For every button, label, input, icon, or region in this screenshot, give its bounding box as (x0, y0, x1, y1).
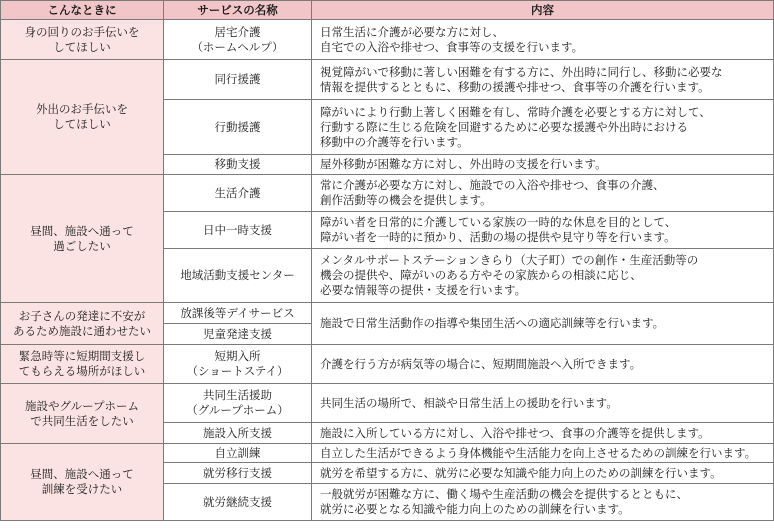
category-personal-care: 身の回りのお手伝いを してほしい (1, 20, 164, 60)
service-name: 行動援護 (164, 100, 312, 155)
service-name: 短期入所 （ショートステイ） (164, 345, 312, 384)
service-name: 就労移行支援 (164, 463, 312, 484)
service-description: 就労を希望する方に、就労に必要な知識や能力向上のための訓練を行います。 (312, 463, 774, 484)
table-row (1, 20, 774, 60)
service-description: 視覚障がいで移動に著しい困難を有する方に、外出時に同行し、移動に必要な 情報を提供するとともに、移動の援護や排せつ、食事等の介護を行います。 (312, 60, 774, 100)
service-description: 自立した生活ができるよう身体機能や生活能力を向上させるための訓練を行います。 (312, 444, 774, 463)
category-short-stay: 緊急時等に短期間支援し てもらえる場所がほしい (1, 345, 164, 384)
service-name: 居宅介護 （ホームヘルプ） (164, 20, 312, 60)
service-description: 障がい者を日常的に介護している家族の一時的な休息を目的として、 障がい者を一時的に預かり、活動の場の提供や見守り等を行います。 (312, 212, 774, 249)
service-description: 障がいにより行動上著しく困難を有し、常時介護を必要とする方に対して、 行動する際に生じる危険を回避するために必要な援護や外出時における 移動中の介護等を行います。 (312, 100, 774, 155)
service-description: 施設で日常生活動作の指導や集団生活への適応訓練等を行います。 (312, 303, 774, 345)
service-description: 常に介護が必要な方に対し、施設での入浴や排せつ、食事の介護、 創作活動等の機会を提供します。 (312, 175, 774, 212)
service-description: 施設に入所している方に対し、入浴や排せつ、食事の介護等を提供します。 (312, 423, 774, 444)
service-description: 介護を行う方が病気等の場合に、短期間施設へ入所できます。 (312, 345, 774, 384)
service-name: 共同生活援助 （グループホーム） (164, 384, 312, 423)
service-name: 生活介護 (164, 175, 312, 212)
service-name: 就労継続支援 (164, 484, 312, 521)
category-outing-help: 外出のお手伝いを してほしい (1, 60, 164, 175)
service-name: 自立訓練 (164, 444, 312, 463)
category-group-living: 施設やグループホーム で共同生活をしたい (1, 384, 164, 444)
table-row (1, 303, 774, 324)
table-row (1, 444, 774, 463)
service-name: 移動支援 (164, 155, 312, 175)
category-daytime-stay: 昼間、施設へ通って 過ごしたい (1, 175, 164, 303)
service-description: 一般就労が困難な方に、働く場や生産活動の機会を提供するとともに、 就労に必要となる知識や能力向上のための訓練を行います。 (312, 484, 774, 521)
header-service: サービスの名称 (164, 1, 312, 20)
table-row (1, 175, 774, 212)
service-description: 日常生活に介護が必要な方に対し、 自宅での入浴や排せつ、食事等の支援を行います。 (312, 20, 774, 60)
service-description: 共同生活の場所で、相談や日常生活上の援助を行います。 (312, 384, 774, 423)
table-row (1, 345, 774, 384)
service-description: 屋外移動が困難な方に対し、外出時の支援を行います。 (312, 155, 774, 175)
table-row (1, 384, 774, 423)
header-content: 内容 (312, 1, 774, 20)
service-name: 放課後等デイサービス (164, 303, 312, 324)
category-daytime-training: 昼間、施設へ通って 訓練を受けたい (1, 444, 164, 521)
category-child-development: お子さんの発達に不安が あるため施設に通わせたい (1, 303, 164, 345)
service-name: 同行援護 (164, 60, 312, 100)
service-name: 施設入所支援 (164, 423, 312, 444)
table-row (1, 60, 774, 100)
service-description: メンタルサポートステーションきらり（大子町）での創作・生産活動等の 機会の提供や、障がいのある方やその家族からの相談に応じ、 必要な情報等の提供・支援を行います。 (312, 249, 774, 303)
header-category: こんなときに (1, 1, 164, 20)
service-name: 日中一時支援 (164, 212, 312, 249)
service-name: 児童発達支援 (164, 324, 312, 345)
service-name: 地域活動支援センター (164, 249, 312, 303)
